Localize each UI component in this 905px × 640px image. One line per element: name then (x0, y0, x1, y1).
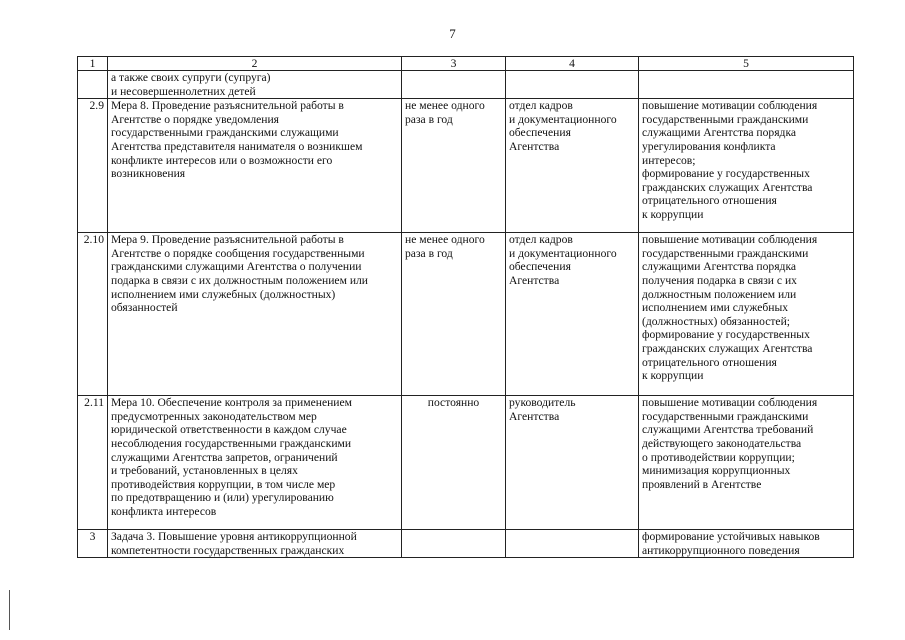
scan-edge-mark (9, 590, 10, 630)
result-cell: повышение мотивации соблюдения государственными гражданскими служащими Агентства требований действующего законодательства о противодействии коррупции; минимизация коррупционных проявлений в Агентстве (639, 396, 854, 530)
term-cell: не менее одного раза в год (402, 99, 506, 233)
responsible-cell: отдел кадров и документационного обеспечения Агентства (506, 99, 639, 233)
page-number: 7 (449, 26, 456, 41)
responsible-cell: руководитель Агентства (506, 396, 639, 530)
row-number (78, 71, 108, 99)
table-row (78, 99, 854, 233)
row-number: 3 (78, 530, 108, 558)
result-cell: повышение мотивации соблюдения государственными гражданскими служащими Агентства порядка получения подарка в связи с их должностным положением или исполнением ими служебных (должностных) обязанностей; формирование у государственных гражданских служащих Агентства отрицательного отношения к коррупции (639, 233, 854, 396)
column-header: 5 (639, 57, 854, 71)
responsible-cell (506, 530, 639, 558)
term-cell: постоянно (402, 396, 506, 530)
measure-cell: Мера 8. Проведение разъяснительной работы в Агентстве о порядке уведомления государственными гражданскими служащими Агентства представителя нанимателя о возникшем конфликте интересов или о возможности его возникновения (108, 99, 402, 233)
table-row (78, 530, 854, 558)
measure-cell: Задача 3. Повышение уровня антикоррупционной компетентности государственных гражданских (108, 530, 402, 558)
column-header: 4 (506, 57, 639, 71)
result-cell: повышение мотивации соблюдения государственными гражданскими служащими Агентства порядка урегулирования конфликта интересов; формирование у государственных гражданских служащих Агентства отрицательного отношения к коррупции (639, 99, 854, 233)
row-number: 2.9 (78, 99, 108, 233)
result-cell: формирование устойчивых навыков антикоррупционного поведения (639, 530, 854, 558)
responsible-cell: отдел кадров и документационного обеспечения Агентства (506, 233, 639, 396)
column-header: 3 (402, 57, 506, 71)
column-header: 2 (108, 57, 402, 71)
measures-table (77, 56, 854, 558)
row-number: 2.10 (78, 233, 108, 396)
table-header-row (78, 57, 854, 71)
measure-cell: а также своих супруги (супруга) и несовершеннолетних детей (108, 71, 402, 99)
result-cell (639, 71, 854, 99)
term-cell: не менее одного раза в год (402, 233, 506, 396)
responsible-cell (506, 71, 639, 99)
table-row (78, 233, 854, 396)
row-number: 2.11 (78, 396, 108, 530)
measure-cell: Мера 9. Проведение разъяснительной работы в Агентстве о порядке сообщения государственными гражданскими служащими Агентства о получении подарка в связи с их должностным положением или исполнением ими служебных (должностных) обязанностей (108, 233, 402, 396)
table-row (78, 71, 854, 99)
measure-cell: Мера 10. Обеспечение контроля за применением предусмотренных законодательством мер юридической ответственности в каждом случае несоблюдения государственными гражданскими служащими Агентства запретов, ограничений и требований, установленных в целях противодействия коррупции, в том числе мер по предотвращению и (или) урегулированию конфликта интересов (108, 396, 402, 530)
term-cell (402, 71, 506, 99)
table-row (78, 396, 854, 530)
column-header: 1 (78, 57, 108, 71)
term-cell (402, 530, 506, 558)
